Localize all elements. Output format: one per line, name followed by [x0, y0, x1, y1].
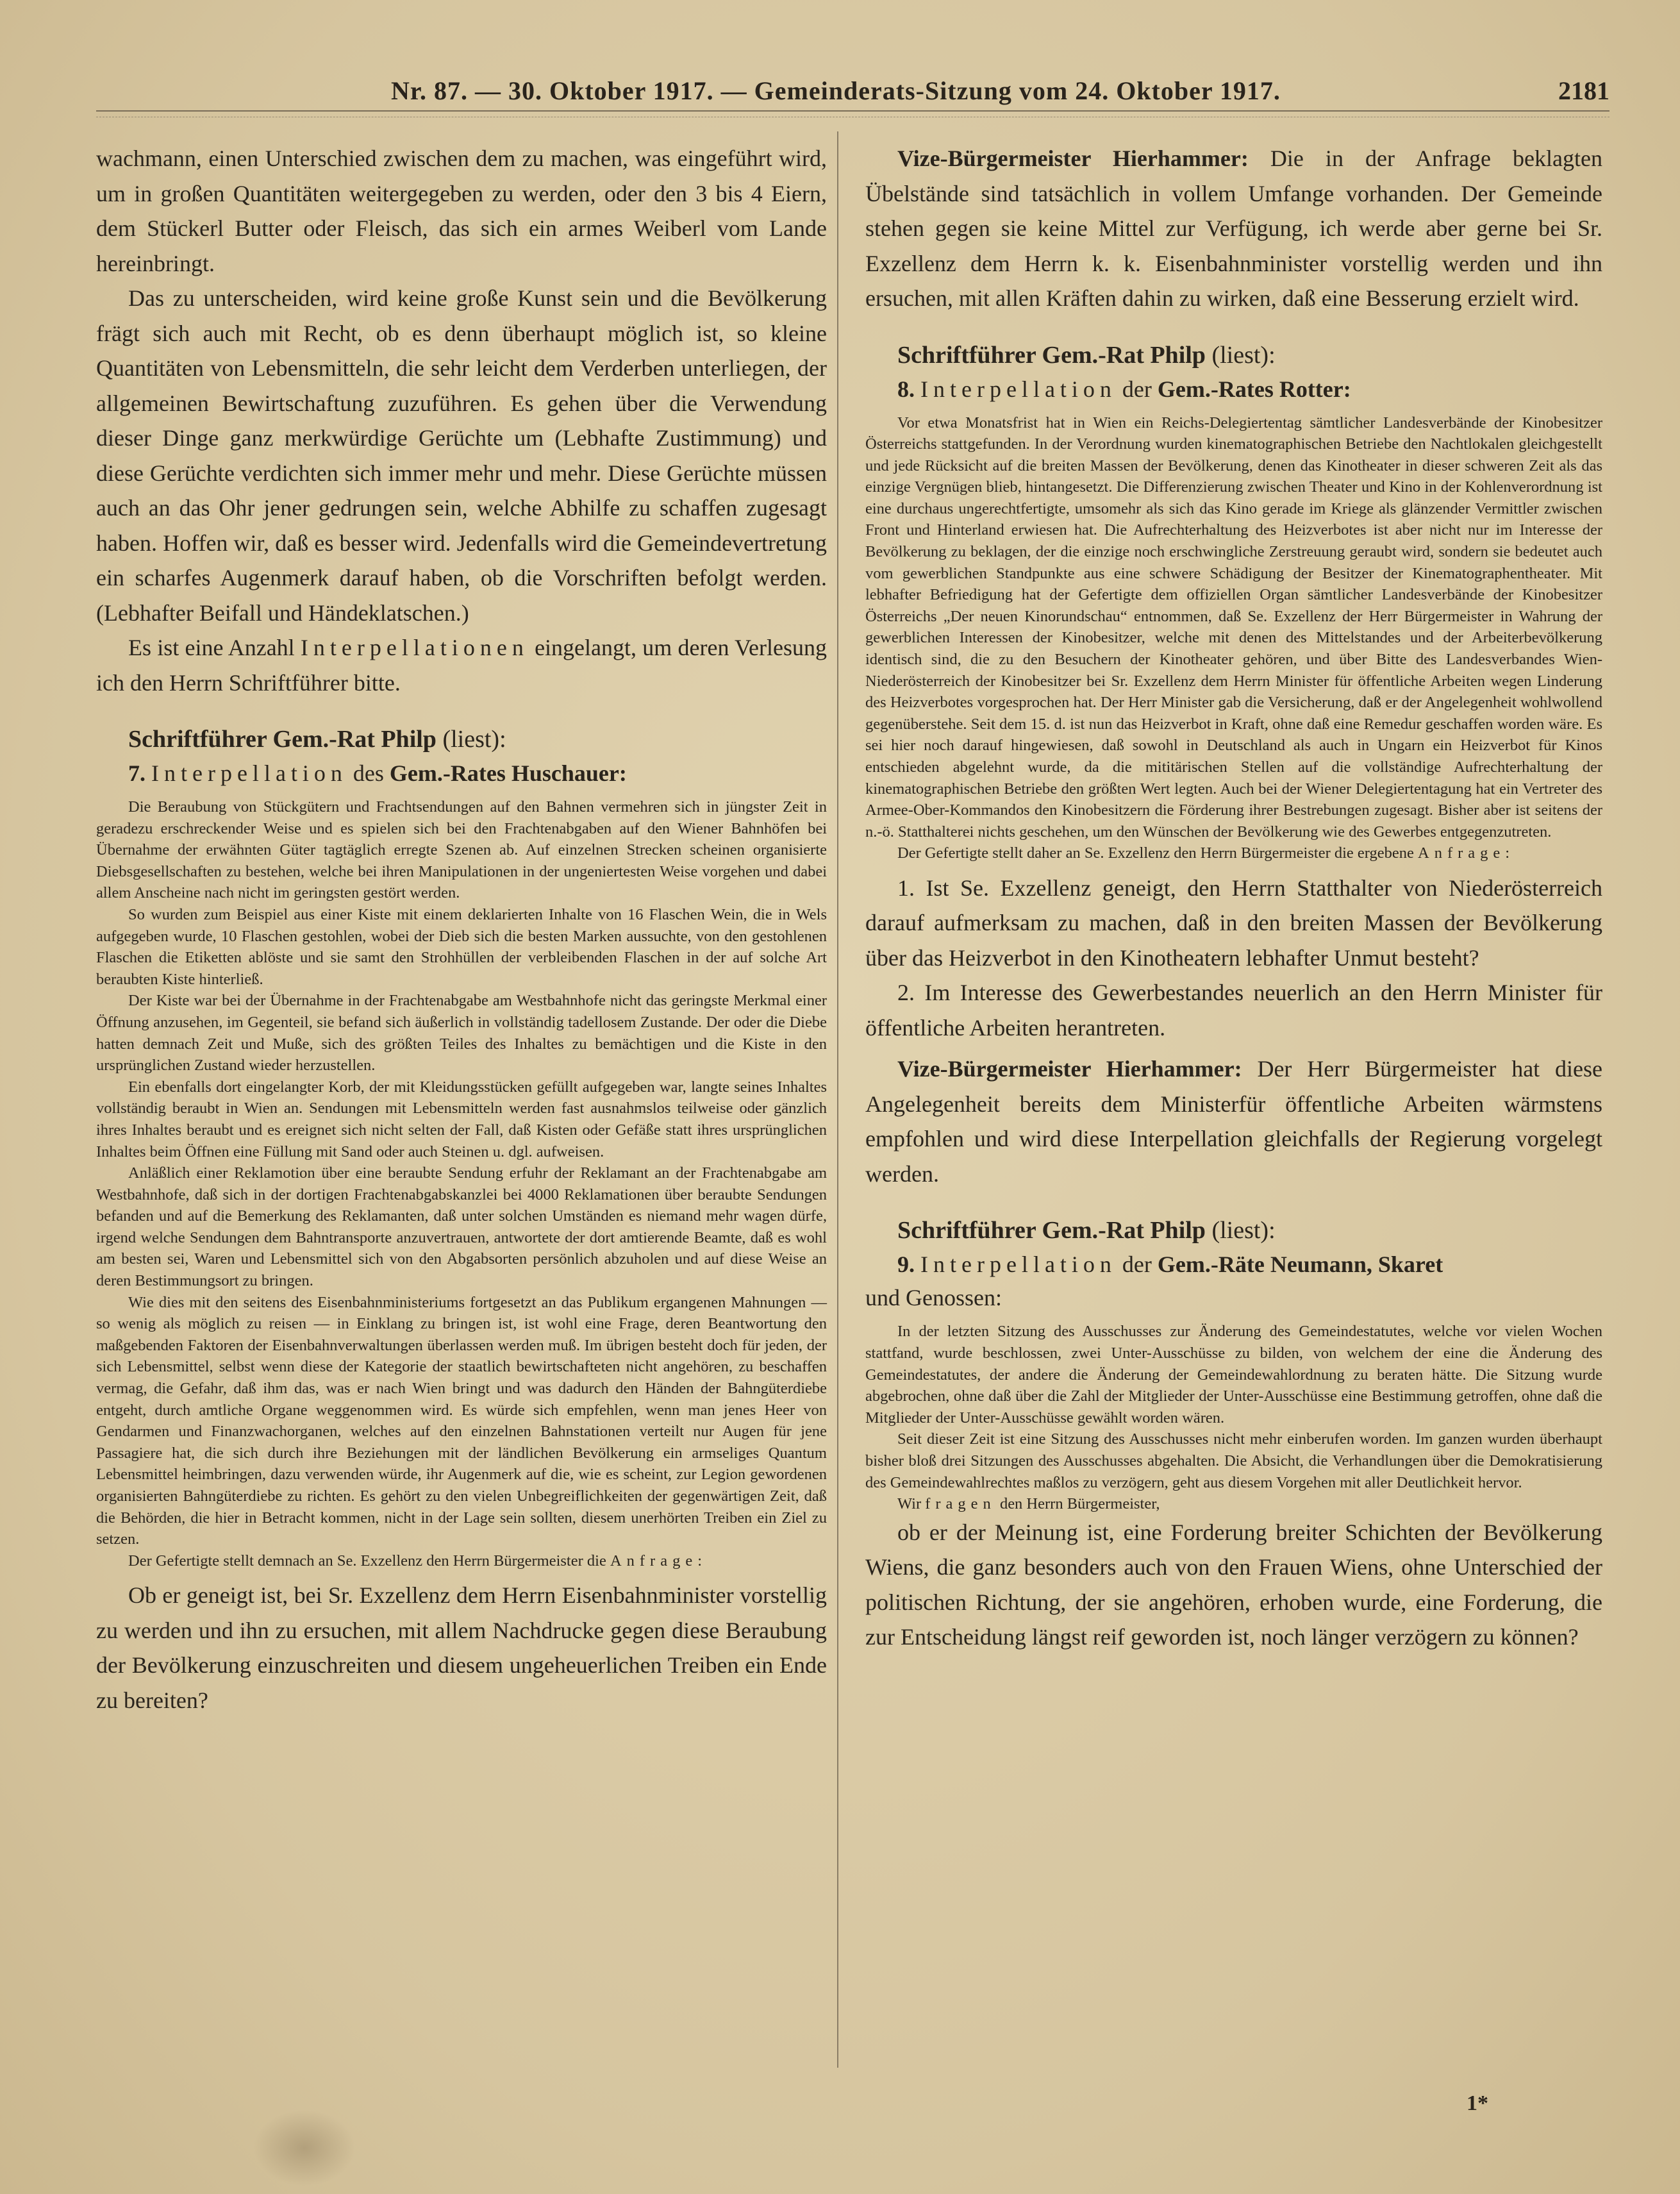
councillor-name: Gem.-Rates Rotter: — [1157, 376, 1351, 402]
paragraph — [96, 630, 827, 700]
spaced-word: fragen — [925, 1495, 996, 1513]
right-column — [865, 141, 1602, 1655]
header-rule — [96, 110, 1609, 112]
page-number: 2181 — [1558, 76, 1609, 105]
column-divider — [837, 131, 838, 2068]
speaker-heading — [865, 338, 1602, 373]
interpellation-heading — [865, 373, 1602, 406]
speaker-name: Vize-Bürgermeister Hierhammer: — [897, 146, 1249, 171]
text-run: Der Gefertigte stellt demnach an Se. Exzellenz den Herrn Bürgermeister die — [128, 1552, 610, 1570]
text-run: Die in der Anfrage beklagten Übelstände sind tatsächlich in vollem Umfange vorhanden. Der Gemeinde stehen gegen sie keine Mittel zur Verfügung, ich werde aber gerne bei Sr. Exzellenz dem Herrn k. k. Eisenbahnminister vorstellig werden und ihn ersuchen, mit allen Kräften dahin zu wirken, daß eine Besserung erzielt wird. — [865, 146, 1602, 311]
spaced-word: Interpellationen — [300, 635, 529, 660]
quoted-paragraph: Wie dies mit den seitens des Eisenbahnministeriums fortgesetzt an das Publikum ergangenen Mahnungen — so wenig als möglich zu reisen — in Einklang zu bringen ist, ist wohl eine Frage, deren Beantwortung den maßgebenden Faktoren der Eisenbahnverwaltungen überlassen werden muß. Im übrigen besteht doch für jeden, der sich Lebensmittel, selbst wenn diese der Kategorie der staatlich bewirtschafteten nicht angehören, zu beschaffen vermag, die Gefahr, daß ihm das, was er nach Wien bringt und was dadurch den Händen der Bahngüterdiebe entgeht, durch amtliche Organe weggenommen wird. Es würde sich empfehlen, wenn man jenes Heer von Gendarmen und Finanzwachorganen, welches auf den einzelnen Bahnstationen verteilt nur Augen für jene Passagiere hat, die sich durch ihre Beziehungen mit der ländlichen Bevölkerung ein armseliges Quantum Lebensmittel heimbringen, dazu verwenden würde, ihr Augenmerk auf die, wie es scheint, zur Legion gewordenen organisierten Bahngüterdiebe zu richten. Es gehört zu den vielen Unbegreiflichkeiten der gegenwärtigen Zeit, daß die Behörden, die hier in Betracht kommen, nicht in der Lage sein sollten, diesem unerhörten Treiben ein Ziel zu setzen. — [96, 1293, 827, 1548]
quoted-paragraph — [865, 842, 1602, 864]
text-run: Der Herr Bürgermeister hat diese Angelegenheit bereits dem Ministerfür öffentliche Arbeiten wärmstens empfohlen und wird diese Interpellation gleichfalls der Regierung vorgelegt werden. — [865, 1056, 1602, 1187]
paragraph: Ob er geneigt ist, bei Sr. Exzellenz dem Herrn Eisenbahnminister vorstellig zu werden und ihn zu ersuchen, mit allem Nachdrucke gegen diese Beraubung der Bevölkerung einzuschreiten und diesem ungeheuerlichen Treiben ein Ende zu bereiten? — [96, 1582, 827, 1713]
text-run: Wir — [897, 1495, 926, 1513]
paragraph: 1. Ist Se. Exzellenz geneigt, den Herrn Statthalter von Niederösterreich darauf aufmerksam zu machen, daß in den breiten Massen der Bevölkerung über das Heizverbot in den Kinotheatern lebhafter Unmut besteht? — [865, 875, 1602, 971]
paragraph: wachmann, einen Unterschied zwischen dem zu machen, was eingeführt wird, um in großen Quantitäten weitergegeben zu werden, oder den 3 bis 4 Eiern, dem Stückerl Butter oder Fleisch, das sich ein armes Weiberl vom Lande hereinbringt. — [96, 146, 827, 276]
spaced-word: Interpellation — [920, 1252, 1117, 1278]
councillor-name: Gem.-Rates Huschauer: — [389, 760, 627, 786]
text-run: den Herrn Bürgermeister, — [995, 1495, 1160, 1513]
speaker-heading — [96, 722, 827, 757]
quoted-paragraph: Vor etwa Monatsfrist hat in Wien ein Reichs-Delegiertentag sämtlicher Landesverbände der Kinobesitzer Österreichs stattgefunden. In der Verordnung wurden kinematographischen Betriebe den Nachtlokalen gleichgestellt und jede Rücksicht auf die breiten Massen der Bevölkerung, denen das Kinotheater in dieser schweren Zeit als das einzige Vergnügen blieb, hintangesetzt. Die Differenzierung zwischen Theater und Kino in der Kohlenverordnung ist eine durchaus ungerechtfertigte, umsomehr als sich das Kino gerade im Kriege als glänzender Vermittler zwischen Front und Hinterland erwiesen hat. Die Aufrechterhaltung des Heizverbotes ist aber nicht nur im Interesse der Bevölkerung zu beklagen, der die einzige noch erschwingliche Zerstreuung geraubt wird, sondern sie bedeutet auch vom gewerblichen Standpunkte aus eine schwere Schädigung der Besitzer der Kinematographentheater. Mit lebhafter Befriedigung hat der Gefertigte dem offiziellen Organ sämtlicher Landesverbände der Kinobesitzer Österreichs „Der neuen Kinorundschau“ entnommen, daß Se. Exzellenz der Herr Bürgermeister in Wahrung der gewerblichen Interessen der Kinobesitzer, welche mit denen des Mittelstandes und der Arbeiterbevölkerung identisch sind, die zu den Besuchern der Kinotheater gehören, und über Bitte des Landesverbandes Wien-Niederösterreich der Kinobesitzer bei Sr. Exzellenz dem Herrn Minister für öffentliche Arbeiten wegen Linderung des Heizverbotes vorgesprochen hat. Der Herr Minister gab die Versicherung, daß er der Angelegenheit wohlwollend gegenüberstehe. Seit dem 15. d. ist nun das Heizverbot in Kraft, ohne daß eine Remedur geschaffen worden wäre. Es sei hier noch darauf hingewiesen, daß sowohl in Deutschland als auch in Ungarn ein Heizverbot für Kinos entschieden abgelehnt wurde, da die mititärischen Stellen auf die vollständige Aufrechterhaltung der kinematographischen Betriebe den größten Wert legten. Auch bei der Wiener Delegiertentagung hat ein Vertreter des Armee-Ober-Kommandos den Kinobesitzern die Förderung ihrer Bestrebungen zugesagt. Bisher aber ist seitens der n.-ö. Statthalterei nichts geschehen, um den Wünschen der Bevölkerung wie des Gewerbes entgegenzutreten. — [865, 414, 1602, 841]
header-title: Nr. 87. — 30. Oktober 1917. — Gemeinderats-Sitzung vom 24. Oktober 1917. — [391, 76, 1281, 105]
signature-mark: 1* — [1467, 2091, 1488, 2115]
speaker-name: Schriftführer Gem.-Rat Philp — [128, 726, 437, 753]
spaced-word: Interpellation — [920, 376, 1117, 402]
paragraph — [865, 1051, 1602, 1191]
text-run: des — [347, 760, 390, 786]
speaker-name: Vize-Bürgermeister Hierhammer: — [897, 1056, 1242, 1082]
quoted-paragraph — [96, 1550, 827, 1572]
spaced-word: Anfrage: — [610, 1552, 708, 1570]
item-number: 7. — [128, 760, 151, 786]
quoted-paragraph: Ein ebenfalls dort eingelangter Korb, der mit Kleidungsstücken gefüllt aufgegeben war, langte seines Inhaltes vollständig beraubt in Wien an. Sendungen mit Lebensmitteln werden fast ausnahmslos teilweise oder gänzlich ihres Inhaltes beraubt und es ereignet sich nicht selten der Fall, daß Kisten oder Gefäße statt ihres ursprünglichen Inhaltes beim Öffnen eine Füllung mit Sand oder auch Steinen u. dgl. aufweisen. — [96, 1078, 827, 1160]
spaced-word: Anfrage: — [1418, 844, 1515, 862]
speaker-note: (liest): — [436, 726, 506, 753]
item-number: 8. — [897, 376, 920, 402]
text-run: der — [1116, 376, 1158, 402]
paragraph: ob er der Meinung ist, eine Forderung breiter Schichten der Bevölkerung Wiens, die ganz besonders auch von den Frauen Wiens, ohne Unterschied der politischen Richtung, der sie angehören, erhoben wurde, eine Forderung, die zur Entscheidung längst reif geworden ist, noch länger verzögern zu können? — [865, 1519, 1602, 1650]
quoted-paragraph — [865, 1493, 1602, 1515]
text-run: Es ist eine Anzahl — [128, 635, 301, 660]
speaker-note: (liest): — [1205, 1217, 1276, 1244]
speaker-name: Schriftführer Gem.-Rat Philp — [897, 1217, 1206, 1244]
speaker-heading — [865, 1213, 1602, 1248]
left-column — [96, 141, 827, 1718]
spaced-word: Interpellation — [151, 760, 347, 786]
quoted-paragraph: So wurden zum Beispiel aus einer Kiste mit einem deklarierten Inhalte von 16 Flaschen Wein, die in Wels aufgegeben wurde, 10 Flaschen gestohlen, wobei der Dieb sich die besten Marken aussuchte, von den gestohlenen Flaschen die Etiketten ablöste und sie samt den Strohhüllen der verbleibenden Flaschen in der auf solche Art beraubten Kiste hinterließ. — [96, 905, 827, 988]
speaker-name: Schriftführer Gem.-Rat Philp — [897, 341, 1206, 369]
paper-stain — [253, 2109, 356, 2186]
quoted-paragraph: Der Kiste war bei der Übernahme in der Frachtenabgabe am Westbahnhofe nicht das geringste Merkmal einer Öffnung anzusehen, im Gegenteil, sie befand sich äußerlich in vollständig tadellosem Zustande. Der oder die Diebe hatten demnach Zeit und Muße, sich des größten Teiles des Inhaltes zu bemächtigen und die Kiste in den ursprünglichen Zustand wieder herzustellen. — [96, 992, 827, 1075]
interpellation-heading — [865, 1248, 1602, 1281]
text-run: der — [1116, 1252, 1158, 1278]
text-run: eingelangt, um deren Verlesung ich den Herrn Schriftführer bitte. — [96, 635, 827, 696]
councillor-name: Gem.-Räte Neumann, Skaret — [1157, 1252, 1443, 1278]
speaker-note: (liest): — [1205, 341, 1276, 369]
interpellation-heading-cont: und Genossen: — [865, 1285, 1002, 1311]
quoted-paragraph: Die Beraubung von Stückgütern und Frachtsendungen auf den Bahnen vermehren sich in jüngster Zeit in geradezu erschreckender Weise und es spielen sich bei den Frachtenabgaben auf den Wiener Bahnhöfen bei Übernahme der erwähnten Güter tagtäglich erregte Szenen ab. Auf einzelnen Strecken scheinen organisierte Diebsgesellschaften zu bestehen, welche bei ihren Manipulationen in der ungeniertesten Weise vorgehen und dabei allem Anscheine nach nicht im geringsten gestört werden. — [96, 798, 827, 902]
quoted-paragraph: In der letzten Sitzung des Ausschusses zur Änderung des Gemeindestatutes, welche vor vielen Wochen stattfand, wurde beschlossen, zwei Unter-Ausschüsse zu bilden, von welchem der eine die Änderung des Gemeindestatutes, der andere die Änderung der Gemeindewahlordnung zu beraten hätte. Die Sitzung wurde abgebrochen, ohne daß über die Zahl der Mitglieder der Unter-Ausschüsse eine Bestimmung getroffen, ohne daß die Mitglieder der Unter-Ausschüsse gewählt worden wären. — [865, 1323, 1602, 1427]
paragraph — [865, 141, 1602, 316]
interpellation-heading — [96, 757, 827, 790]
item-number: 9. — [897, 1252, 920, 1278]
text-run: Der Gefertigte stellt daher an Se. Exzellenz den Herrn Bürgermeister die ergebene — [897, 844, 1418, 862]
paragraph: 2. Im Interesse des Gewerbestandes neuerlich an den Herrn Minister für öffentliche Arbeiten herantreten. — [865, 980, 1602, 1041]
quoted-paragraph: Seit dieser Zeit ist eine Sitzung des Ausschusses nicht mehr einberufen worden. Im ganzen wurden überhaupt bisher bloß drei Sitzungen des Ausschusses abgehalten. Die Absicht, die Verhandlungen über die Demokratisierung des Gemeindewahlrechtes maßlos zu verzögern, geht aus diesem Vorgehen mit aller Deutlichkeit hervor. — [865, 1430, 1602, 1491]
paragraph: Das zu unterscheiden, wird keine große Kunst sein und die Bevölkerung frägt sich auch mit Recht, ob es denn überhaupt möglich ist, so kleine Quantitäten von Lebensmitteln, die sehr leicht dem Verderben unterliegen, der allgemeinen Bewirtschaftung zuzuführen. Es gehen über die Verwendung dieser Dinge ganz merkwürdige Gerüchte um (Lebhafte Zustimmung) und diese Gerüchte verdichten sich immer mehr und mehr. Diese Gerüchte müssen auch an das Ohr jener gedrungen sein, welche Abhilfe zu schaffen zugesagt haben. Hoffen wir, daß es besser wird. Jedenfalls wird die Gemeindevertretung ein scharfes Augenmerk darauf haben, ob die Vorschriften befolgt werden. (Lebhafter Beifall und Händeklatschen.) — [96, 285, 827, 626]
quoted-paragraph: Anläßlich einer Reklamotion über eine beraubte Sendung erfuhr der Reklamant an der Frachtenabgabe am Westbahnhofe, daß sich in der dortigen Frachtenabgabskanzlei bei 4000 Reklamationen über beraubte Sendungen befanden und auf die Bemerkung des Reklamanten, daß unter solchen Umständen es niemand mehr wagen dürfe, irgend welche Sendungen dem Bahntransporte anzuvertrauen, antwortete der dort amtierende Beamte, daß es wohl am besten sei, Waren und Lebensmittel sich von den Abgabsorten persönlich abzuholen und auf diese Weise an deren Bestimmungsort zu bringen. — [96, 1164, 827, 1290]
